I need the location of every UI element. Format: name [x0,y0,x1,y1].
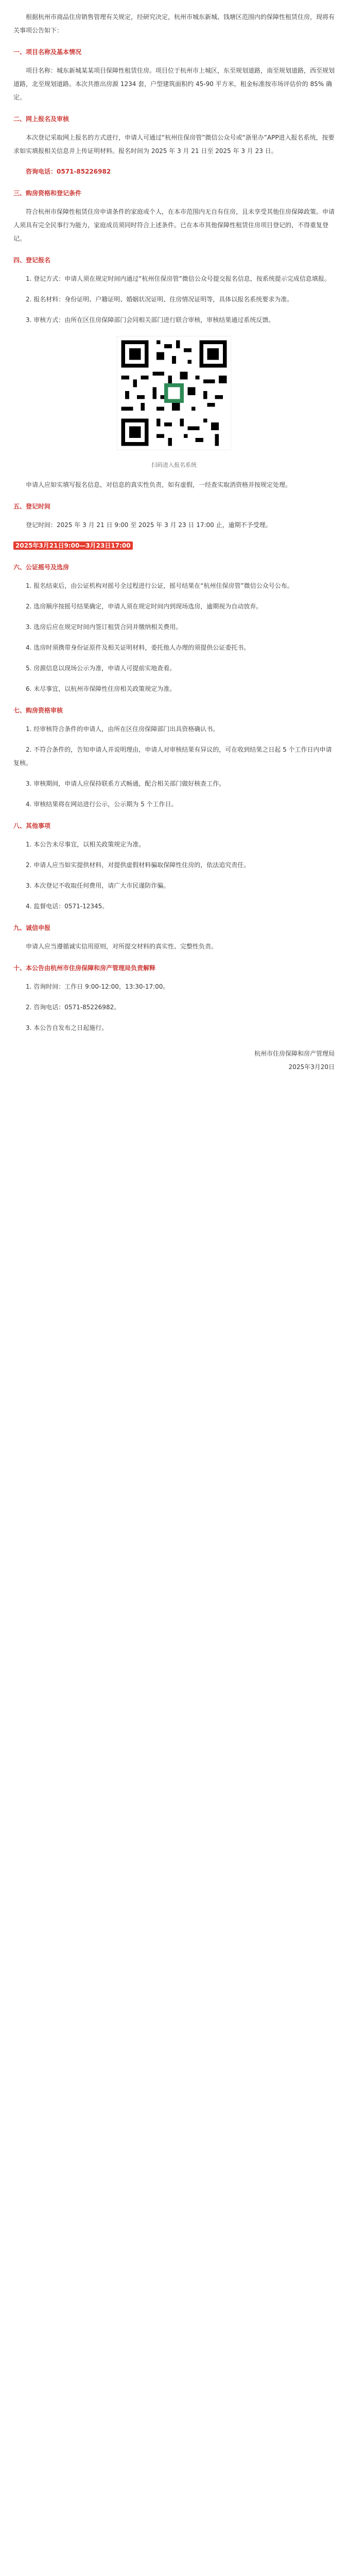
section-10-title: 十、本公告由杭州市住房保障和房产管理局负责解释 [13,964,156,972]
section-6-title: 六、公证摇号及选房 [13,564,69,571]
section-10-body-2: 2. 咨询电话：0571-85226982。 [26,1004,120,1011]
section-7-body-4: 4. 审核结果将在网站进行公示，公示期为 5 个工作日。 [26,801,178,808]
section-5-highlight-row [13,539,335,552]
section-7-body-1: 1. 经审核符合条件的申请人，由所在区住房保障部门出具资格确认书。 [26,725,219,733]
section-2-phone[interactable]: 咨询电话：0571-85226982 [26,168,111,175]
section-4-title: 四、登记报名 [13,257,51,264]
section-8-body-4: 4. 监督电话：0571-12345。 [26,903,109,910]
section-8-body-1: 1. 本公告未尽事宜，以相关政策规定为准。 [26,841,145,848]
section-1-body: 项目名称：城东新城某某项目保障性租赁住房。项目位于杭州市上城区，东至规划道路，南至规划道路，西至规划道路，北至规划道路。本次共推出房源 1234 套，户型建筑面积约 45-90 平方米，租金标准按市场评估价的 85% 确定。 [13,67,335,101]
section-8-body-3: 3. 本次登记不收取任何费用，请广大市民谨防诈骗。 [26,882,170,889]
section-8-body-2: 2. 申请人应当如实提供材料，对提供虚假材料骗取保障性住房的，依法追究责任。 [26,861,250,869]
qr-code-icon [117,336,231,450]
section-9-title: 九、诚信申报 [13,924,51,931]
section-5-title: 五、登记时间 [13,503,51,510]
section-4-body-3: 3. 审核方式：由所在区住房保障部门会同相关部门进行联合审核，审核结果通过系统反馈。 [26,316,275,324]
qr-code-container [13,336,335,450]
qr-caption: 扫码进入报名系统 [151,462,197,468]
qr-code-image[interactable] [117,336,231,450]
intro-paragraph: 根据杭州市商品住房销售管理有关规定，经研究决定，杭州市城东新城、钱塘区范围内的保障性租赁住房，现将有关事项公告如下： [13,13,335,34]
section-10-body-3: 3. 本公告自发布之日起施行。 [26,1024,108,1031]
section-5-body: 登记时间：2025 年 3 月 21 日 9:00 至 2025 年 3 月 23 日 17:00 止，逾期不予受理。 [26,521,272,529]
signature-org: 杭州市住房保障和房产管理局 [254,1050,335,1057]
section-4-body-1: 1. 登记方式：申请人须在规定时间内通过“杭州住保房管”微信公众号提交报名信息，按系统提示完成信息填报。 [26,275,330,282]
section-6-body-6: 6. 未尽事宜，以杭州市保障性住房相关政策规定为准。 [26,685,176,692]
section-4-body-2: 2. 报名材料：身份证明、户籍证明、婚姻状况证明、住房情况证明等，具体以报名系统要求为准。 [26,296,293,303]
section-6-body-2: 2. 选房顺序按摇号结果确定，申请人须在规定时间内到现场选房，逾期视为自动放弃。 [26,603,263,610]
signature-date: 2025年3月20日 [288,1063,335,1071]
section-6-body-1: 1. 报名结束后，由公证机构对摇号全过程进行公证，摇号结果在“杭州住保房管”微信公众号公布。 [26,582,293,589]
section-2-title: 二、网上报名及审核 [13,115,69,123]
section-3-body: 符合杭州市保障性租赁住房申请条件的家庭或个人，在本市范围内无自有住房，且未享受其他住房保障政策。申请人须具有完全民事行为能力，家庭成员须同时符合上述条件。已在本市其他保障性租赁住房项目登记的，不得重复登记。 [13,208,335,242]
section-2-body: 本次登记采取网上报名的方式进行，申请人可通过“杭州住保房管”微信公众号或“浙里办”APP进入报名系统，按要求如实填报相关信息并上传证明材料。报名时间为 2025 年 3 月 21 日至 2025 年 3 月 23 日。 [13,134,335,155]
section-7-body-2: 2. 不符合条件的，告知申请人并说明理由，申请人对审核结果有异议的，可在收到结果之日起 5 个工作日内申请复核。 [13,746,332,767]
section-7-title: 七、购房资格审核 [13,707,63,714]
section-10-body-1: 1. 咨询时间：工作日 9:00-12:00，13:30-17:00。 [26,983,169,990]
registration-time-highlight: 2025年3月21日9:00—3月23日17:00 [13,541,133,550]
signature-block [13,1047,335,1074]
section-9-body: 申请人应当遵循诚实信用原则，对所提交材料的真实性、完整性负责。 [26,943,218,950]
section-3-title: 三、购房资格和登记条件 [13,190,82,197]
section-6-body-4: 4. 选房时须携带身份证原件及相关证明材料，委托他人办理的须提供公证委托书。 [26,644,250,651]
section-8-title: 八、其他事项 [13,822,51,829]
section-6-body-3: 3. 选房后应在规定时间内签订租赁合同并缴纳相关费用。 [26,623,182,631]
section-4-body-4: 申请人应如实填写报名信息，对信息的真实性负责，如有虚假，一经查实取消资格并按规定处理。 [26,481,292,488]
section-1-title: 一、项目名称及基本情况 [13,48,82,56]
section-7-body-3: 3. 审核期间，申请人应保持联系方式畅通，配合相关部门做好核查工作。 [26,780,225,787]
section-6-body-5: 5. 房源信息以现场公示为准，申请人可提前实地查看。 [26,665,176,672]
